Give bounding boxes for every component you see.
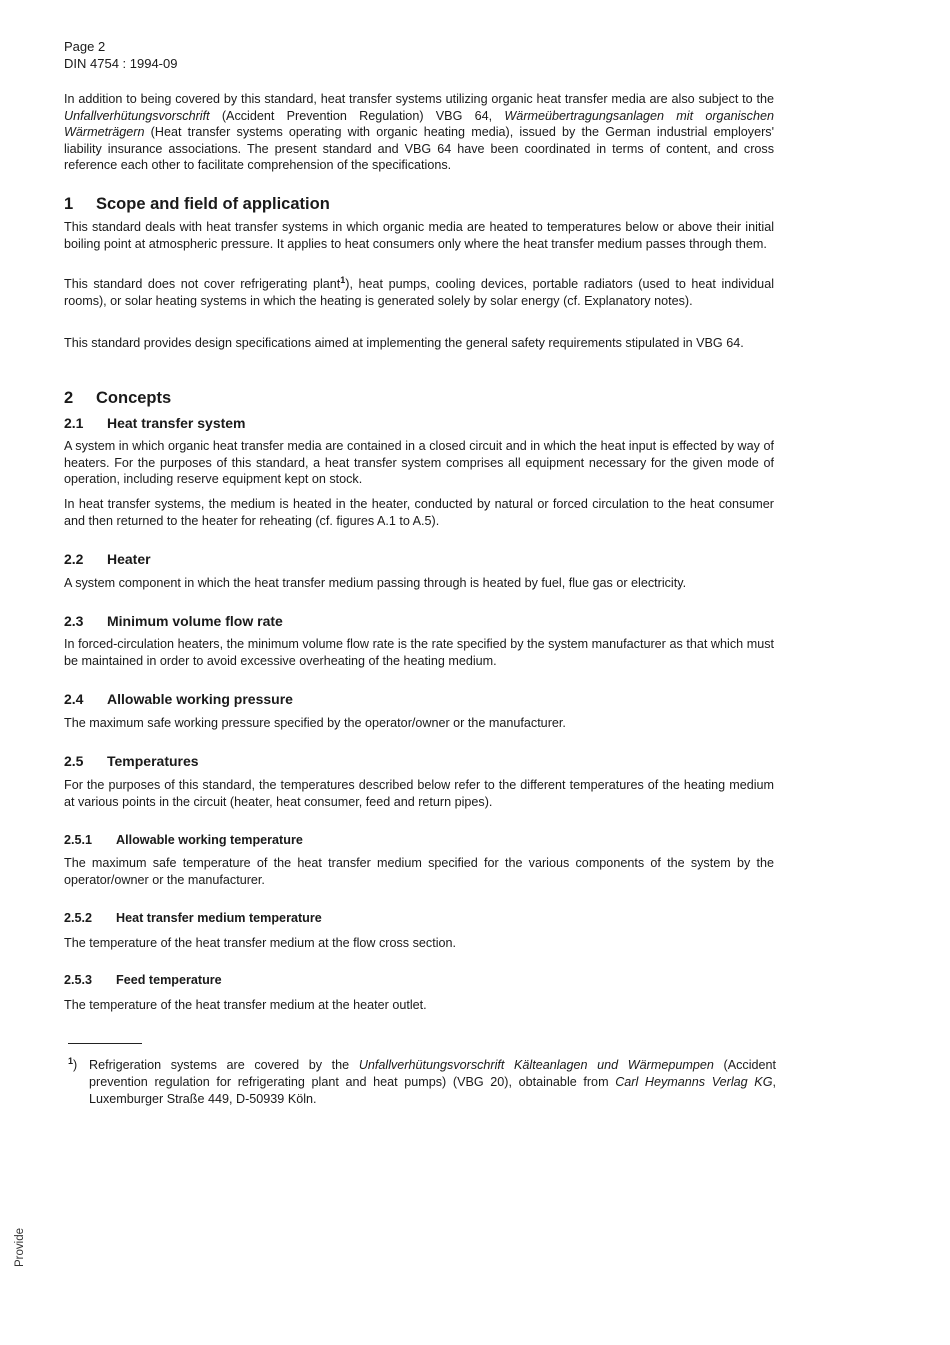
footnote-italic-1: Unfallverhütungsvorschrift Kälteanlagen und Wärmepumpen (358, 1058, 714, 1072)
section-2-5-heading: 2.5 Temperatures (64, 753, 199, 769)
intro-italic-1: Unfallverhütungsvorschrift (64, 108, 210, 123)
section-1-para-2: This standard does not cover refrigerating plant$^1$), heat pumps, cooling devices, portable radiators (used to heat individual rooms), or solar heating systems in which the heating is generated solely by solar energy (cf. Explanatory notes). (64, 274, 774, 308)
footnote-reference: 1 (340, 274, 346, 285)
section-2-1-para-1: A system in which organic heat transfer media are contained in a closed circuit and in which the heat input is effected by way of heaters. For the purposes of this standard, a heat transfer system comprises all equipment necessary for the given mode of operation, including reserve equipment kept on stock. (64, 439, 774, 487)
footnote-italic-2: Carl Heymanns Verlag KG (615, 1075, 773, 1089)
section-2-4-para-1: The maximum safe working pressure specified by the operator/owner or the manufacturer. (64, 716, 566, 730)
footnote-mark: $^1$) (68, 1055, 78, 1072)
intro-italic-2: Wärmeübertragungsanlagen mit organischen Wärmeträgern (64, 108, 774, 140)
section-2-5-3-heading: 2.5.3 Feed temperature (64, 973, 222, 987)
side-margin-text: Provide (14, 1228, 26, 1267)
section-2-2-para-1: A system component in which the heat transfer medium passing through is heated by fuel, flue gas or electricity. (64, 576, 687, 590)
section-2-2-heading: 2.2 Heater (64, 551, 151, 567)
section-2-5-1-para-1: The maximum safe temperature of the heat transfer medium specified for the various components of the system by the operator/owner or the manufacturer. (64, 856, 774, 887)
section-2-heading: 2 Concepts (64, 389, 172, 407)
section-2-5-2-heading: 2.5.2 Heat transfer medium temperature (64, 911, 322, 925)
section-2-1-heading: 2.1 Heat transfer system (64, 415, 246, 431)
section-2-4-heading: 2.4 Allowable working pressure (64, 691, 293, 707)
section-2-5-1-heading: 2.5.1 Allowable working temperature (64, 833, 303, 847)
section-1-heading: 1 Scope and field of application (64, 195, 330, 213)
page-number: Page 2 (64, 39, 106, 54)
section-2-5-2-para-1: The temperature of the heat transfer medium at the flow cross section. (64, 936, 456, 950)
section-1-para-3: This standard provides design specifications aimed at implementing the general safety requirements stipulated in VBG 64. (64, 336, 744, 350)
section-2-5-3-para-1: The temperature of the heat transfer medium at the heater outlet. (64, 998, 427, 1012)
intro-paragraph: In addition to being covered by this standard, heat transfer systems utilizing organic heat transfer media are also subject to the Unfallverhütungsvorschrift (Accident Prevention Regulation) VBG 64, Wärmeübertragungsanlagen mit organischen Wärmeträgern (Heat transfer systems operating with organic heating media), issued by the German industrial employers' liability insurance associations. The present standard and VBG 64 have been coordinated in terms of content, and cross reference each other to facilitate comprehension of the specifications. (64, 92, 774, 173)
section-2-1-para-2: In heat transfer systems, the medium is heated in the heater, conducted by natural or forced circulation to the heat consumer and then returned to the heater for reheating (cf. figures A.1 to A.5). (64, 497, 774, 528)
section-2-5-para-1: For the purposes of this standard, the temperatures described below refer to the different temperatures of the heating medium at various points in the circuit (heater, heat consumer, feed and return pipes). (64, 778, 774, 809)
footnote-divider (68, 1043, 142, 1044)
section-2-3-heading: 2.3 Minimum volume flow rate (64, 613, 283, 629)
page-header (64, 38, 177, 72)
section-1-para-1: This standard deals with heat transfer systems in which organic media are heated to temperatures below or above their initial boiling point at atmospheric pressure. It applies to heat consumers only where the heat transfer medium passes through them. (64, 220, 774, 251)
standard-id: DIN 4754 : 1994-09 (64, 56, 178, 71)
section-2-3-para-1: In forced-circulation heaters, the minimum volume flow rate is the rate specified by the system manufacturer as that which must be maintained in order to avoid excessive overheating of the heating medium. (64, 637, 774, 668)
footnote: $^1$) Refrigeration systems are covered by the Unfallverhütungsvorschrift Kälteanlagen und Wärmepumpen (Accident prevention regulation for refrigerating plant and heat pumps) (VBG 20), obtainable from Carl Heymanns Verlag KG, Luxemburger Straße 449, D-50939 Köln. (68, 1055, 777, 1106)
